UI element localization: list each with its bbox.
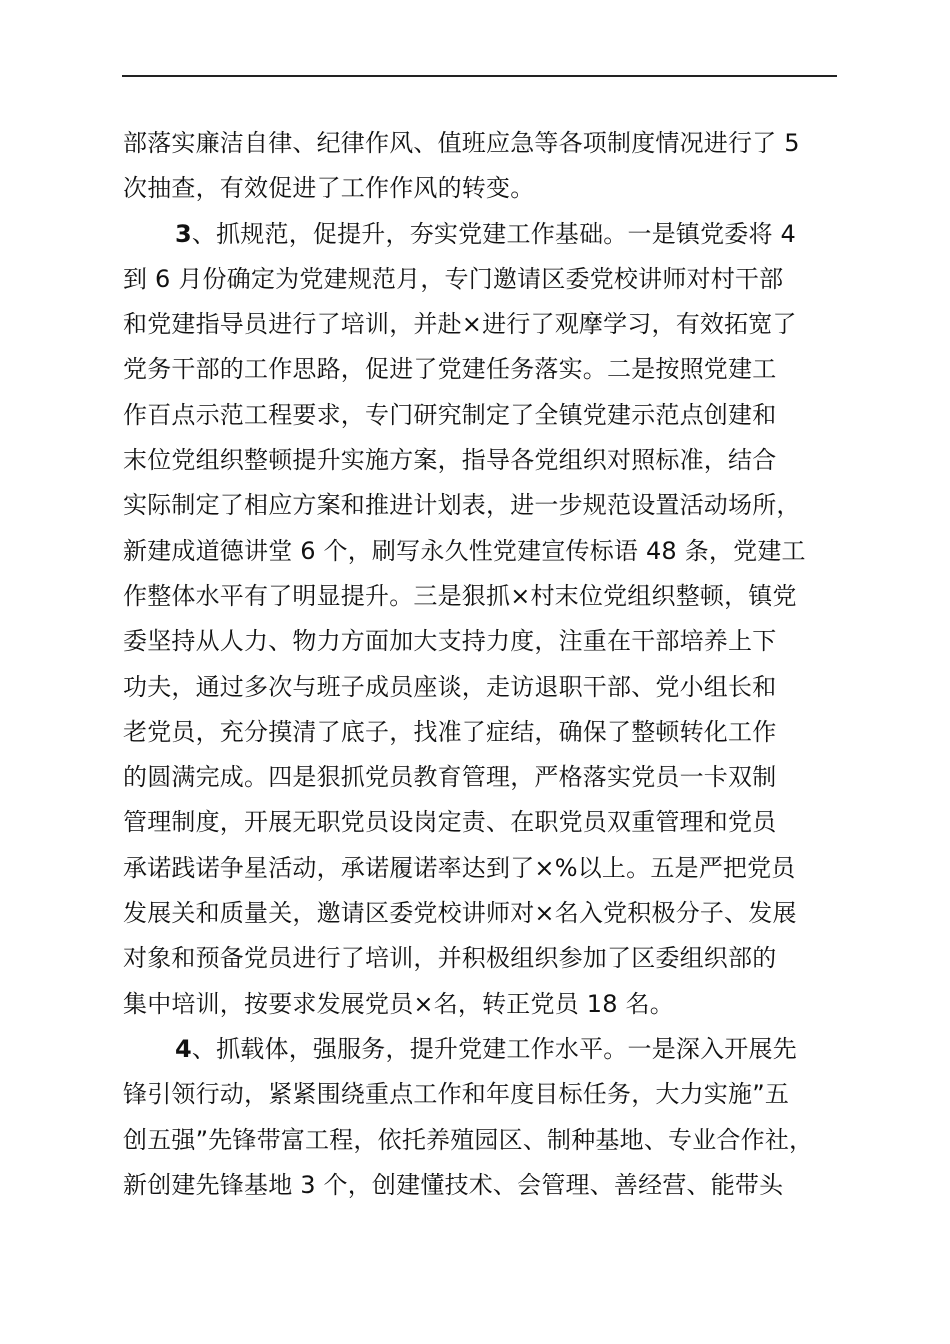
- text-line: 管理制度，开展无职党员设岗定责、在职党员双重管理和党员: [123, 808, 777, 837]
- document-body: [123, 121, 863, 1208]
- text-line: 委坚持从人力、物力方面加大支持力度，注重在干部培养上下: [123, 627, 777, 656]
- text-line: 承诺践诺争星活动，承诺履诺率达到了×%以上。五是严把党员: [123, 853, 796, 882]
- text-line: 、抓载体，强服务，提升党建工作水平。一是深入开展先: [191, 1034, 797, 1063]
- text-line: 新建成道德讲堂 6 个，刷写永久性党建宣传标语 48 条，党建工: [123, 536, 806, 565]
- text-line: 部落实廉洁自律、纪律作风、值班应急等各项制度情况进行了 5: [123, 129, 800, 157]
- text-line: 末位党组织整顿提升实施方案，指导各党组织对照标准，结合: [123, 446, 777, 475]
- text-line: 功夫，通过多次与班子成员座谈，走访退职干部、党小组长和: [123, 672, 777, 701]
- text-line: 作百点示范工程要求，专门研究制定了全镇党建示范点创建和: [123, 400, 777, 429]
- text-line: 实际制定了相应方案和推进计划表，进一步规范设置活动场所，: [123, 491, 801, 520]
- paragraph-4-heading-line: [123, 1027, 863, 1072]
- header-rule: [122, 75, 837, 77]
- text-line: 的圆满完成。四是狠抓党员教育管理，严格落实党员一卡双制: [123, 763, 777, 792]
- text-line: 发展关和质量关，邀请区委党校讲师对×名入党积极分子、发展: [123, 899, 797, 928]
- text-line: 和党建指导员进行了培训，并赴×进行了观摩学习，有效拓宽了: [123, 310, 797, 339]
- text-line: 到 6 月份确定为党建规范月，专门邀请区委党校讲师对村干部: [123, 264, 784, 293]
- text-line: 新创建先锋基地 3 个，创建懂技术、会管理、善经营、能带头: [123, 1170, 784, 1199]
- text-line: 次抽查，有效促进了工作作风的转变。: [123, 174, 535, 203]
- text-line: 集中培训，按要求发展党员×名，转正党员 18 名。: [123, 989, 674, 1018]
- text-line: 创五强”先锋带富工程，依托养殖园区、制种基地、专业合作社，: [123, 1125, 814, 1154]
- text-line: 老党员，充分摸清了底子，找准了症结，确保了整顿转化工作: [123, 717, 777, 746]
- section-number: 3: [175, 219, 192, 248]
- text-line: 、抓规范，促提升，夯实党建工作基础。一是镇党委将 4: [191, 219, 797, 248]
- text-line: 党务干部的工作思路，促进了党建任务落实。二是按照党建工: [123, 355, 777, 384]
- text-line: 对象和预备党员进行了培训，并积极组织参加了区委组织部的: [123, 944, 777, 973]
- text-line: 锋引领行动，紧紧围绕重点工作和年度目标任务，大力实施”五: [123, 1080, 790, 1109]
- paragraph-3-heading-line: [123, 212, 863, 257]
- text-line: 作整体水平有了明显提升。三是狠抓×村末位党组织整顿，镇党: [123, 581, 797, 610]
- section-number: 4: [175, 1034, 192, 1063]
